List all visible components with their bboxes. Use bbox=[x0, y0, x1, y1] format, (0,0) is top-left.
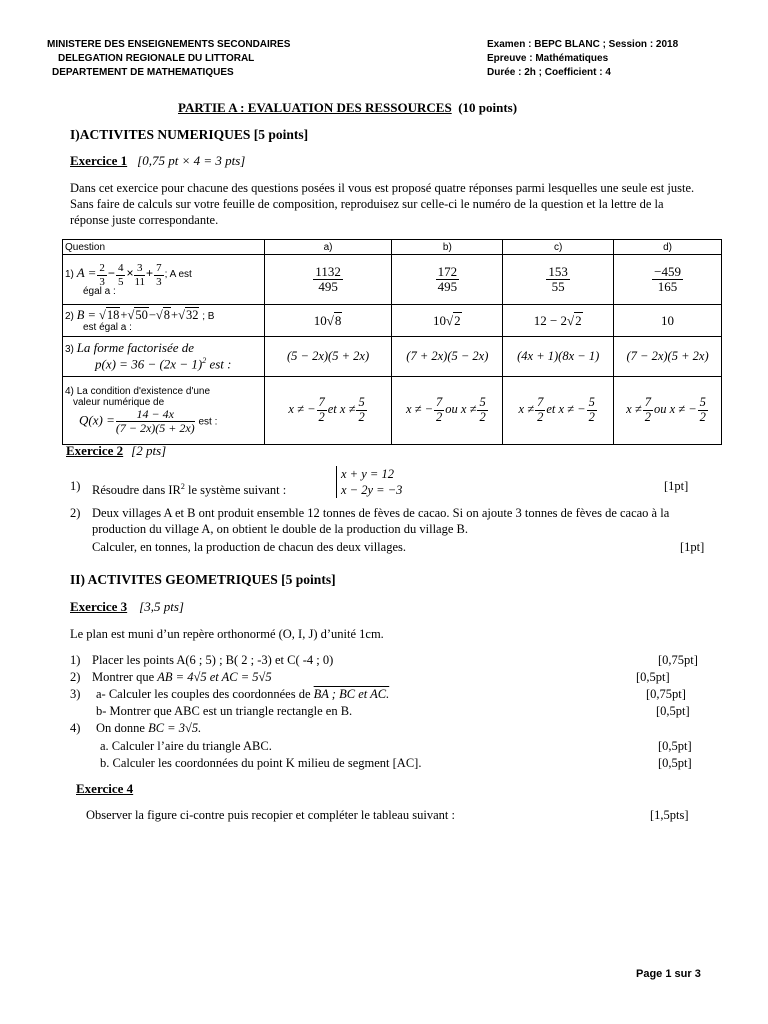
ex2-item1-text2: le système suivant : bbox=[188, 483, 287, 498]
ex2-item2-text2: Calculer, en tonnes, la production de chacun des deux villages. bbox=[92, 540, 406, 554]
ex3-item3 bbox=[96, 686, 389, 703]
exercise-2-title: Exercice 2 bbox=[66, 443, 124, 458]
q4-lhs: Q(x) = bbox=[79, 412, 115, 428]
ex3-item1-num: 1) bbox=[70, 653, 81, 667]
q2-sqrt3: 8 bbox=[163, 308, 171, 322]
q4-c-d1: 2 bbox=[537, 410, 544, 424]
ex3-item3b-points: [0,5pt] bbox=[656, 704, 690, 718]
q4-d-n1: 7 bbox=[644, 395, 651, 410]
q4-b-d1: 2 bbox=[436, 410, 443, 424]
section-numeric: I)ACTIVITES NUMERIQUES [5 points] bbox=[70, 127, 309, 142]
mcq-row-1 bbox=[63, 255, 722, 305]
q4-c-neq1: x ≠ bbox=[518, 402, 535, 417]
ex3-item3-num: 3) bbox=[70, 687, 81, 701]
q2-cell: 2) B = √18+√50−√8+√32 ; B est égal a : bbox=[63, 305, 265, 337]
ex3-item4-text: On donne bbox=[96, 721, 145, 735]
system-eq1: x + y = 12 bbox=[341, 467, 394, 481]
q4-b-n2: 5 bbox=[479, 395, 486, 410]
q1-b-num: 172 bbox=[437, 263, 458, 279]
mcq-row-2 bbox=[63, 305, 722, 337]
ex2-system bbox=[336, 466, 402, 498]
q3-answer-b: (7 + 2x)(5 − 2x) bbox=[392, 337, 503, 377]
q4-c-et: et bbox=[546, 402, 556, 417]
q3-line2-wrap bbox=[65, 356, 262, 372]
q3-num: 3) bbox=[65, 344, 74, 356]
ex3-intro: Le plan est muni d’un repère orthonormé (O, I, J) d’unité 1cm. bbox=[70, 627, 384, 641]
ex3-item2-math: AB = 4√5 et AC = 5√5 bbox=[157, 670, 272, 684]
q4-answer-d bbox=[614, 377, 722, 445]
q1-tail2: égal a : bbox=[83, 285, 116, 297]
exercise-1-title: Exercice 1 bbox=[70, 153, 128, 168]
exercise-3-heading bbox=[70, 598, 184, 616]
ex3-item4b-text: b. Calculer les coordonnées du point K milieu de segment [AC]. bbox=[100, 756, 422, 770]
exercise-4-title: Exercice 4 bbox=[76, 781, 134, 796]
exercise-1-points: [0,75 pt × 4 = 3 pts] bbox=[137, 153, 246, 168]
ex3-item3-points: [0,75pt] bbox=[646, 687, 686, 701]
ex3-item4 bbox=[96, 720, 201, 737]
q4-answer-c bbox=[503, 377, 614, 445]
q4-cell bbox=[63, 377, 265, 445]
q1-a-den: 495 bbox=[318, 279, 338, 294]
q2-a-rad: 8 bbox=[334, 312, 342, 328]
q4-b-d2: 2 bbox=[479, 410, 486, 424]
department-line: DEPARTEMENT DE MATHEMATIQUES bbox=[52, 67, 234, 78]
duration-line: Durée : 2h ; Coefficient : 4 bbox=[487, 67, 611, 78]
ex3-item4-num: 4) bbox=[70, 721, 81, 735]
q4-c-d2: 2 bbox=[588, 410, 595, 424]
q1-f4-num: 7 bbox=[156, 262, 162, 275]
page-current: 1 bbox=[665, 968, 672, 980]
q2-answer-b: 10√2 bbox=[392, 305, 503, 337]
q4-answer-a bbox=[264, 377, 392, 445]
q3-answer-c: (4x + 1)(8x − 1) bbox=[503, 337, 614, 377]
q2-b-coef: 10 bbox=[433, 312, 447, 328]
exercise-2-heading bbox=[66, 442, 166, 460]
ex2-item1 bbox=[92, 478, 286, 499]
mcq-row-4 bbox=[63, 377, 722, 445]
q1-f1-den: 3 bbox=[99, 275, 105, 288]
q2-op3: + bbox=[171, 308, 179, 322]
q2-b-rad: 2 bbox=[454, 312, 461, 328]
q4-line1: La condition d'existence d'une bbox=[76, 385, 211, 397]
q4-formula bbox=[65, 408, 262, 435]
q1-answer-d bbox=[614, 255, 722, 305]
page-label: Page bbox=[636, 968, 666, 980]
q4-line2: valeur numérique de bbox=[73, 396, 165, 408]
q4-den-expr: (7 − 2x)(5 + 2x) bbox=[115, 421, 195, 435]
q1-b-den: 495 bbox=[437, 279, 458, 294]
q1-tail: ; A est bbox=[164, 269, 192, 281]
q1-d-den: 165 bbox=[657, 279, 678, 294]
q4-d-neq2: x ≠ − bbox=[669, 402, 697, 417]
ex2-item2-points: [1pt] bbox=[680, 540, 705, 554]
q4-c-neq2: x ≠ − bbox=[558, 402, 586, 417]
ex3-item4-math: BC = 3√5. bbox=[148, 721, 202, 735]
mcq-table bbox=[62, 239, 722, 445]
q4-d-ou: ou bbox=[653, 402, 667, 417]
ex3-item2-text: Montrer que bbox=[92, 670, 155, 684]
q1-f3-den: 11 bbox=[134, 275, 146, 288]
q4-num-expr: 14 − 4x bbox=[116, 408, 195, 422]
exercise-4-text: Observer la figure ci-contre puis recopier et compléter le tableau suivant : bbox=[86, 808, 455, 822]
section-geometry: II) ACTIVITES GEOMETRIQUES [5 points] bbox=[70, 572, 336, 587]
exercise-1-intro: Dans cet exercice pour chacune des questions posées il vous est proposé quatre réponses parmi lesquelles une seule est juste. Sans faire de calculs sur votre feuille de composition, reproduisez sur celle-ci le numéro de la question et la lettre de la réponse juste correspondante. bbox=[70, 181, 695, 227]
q4-a-neq1: x ≠ − bbox=[288, 402, 316, 417]
q2-answer-c: 12 − 2√2 bbox=[503, 305, 614, 337]
q2-tail2: est égal a : bbox=[83, 322, 132, 333]
q1-answer-c bbox=[503, 255, 614, 305]
q3-line1: La forme factorisée de bbox=[76, 340, 195, 356]
q2-num: 2) bbox=[65, 311, 74, 322]
exam-line: Examen : BEPC BLANC ; Session : 2018 bbox=[487, 39, 679, 50]
mcq-row-3 bbox=[63, 337, 722, 377]
ex3-item3b-text: b- Montrer que ABC est un triangle rectangle en B. bbox=[96, 704, 353, 718]
q4-b-ou: ou bbox=[445, 402, 458, 417]
ex2-item1-text: Résoudre dans IR bbox=[92, 483, 181, 498]
q4-tail: est : bbox=[198, 416, 218, 428]
q3-line3: est : bbox=[209, 356, 232, 372]
mcq-header-c: c) bbox=[503, 240, 614, 255]
q2-answer-a: 10√8 bbox=[264, 305, 392, 337]
ex2-item1-num: 1) bbox=[70, 479, 81, 493]
q1-a-num: 1132 bbox=[315, 263, 341, 279]
part-points: (10 points) bbox=[458, 100, 518, 115]
q1-answer-b bbox=[392, 255, 503, 305]
q1-lhs: A = bbox=[76, 265, 97, 281]
q4-a-d1: 2 bbox=[318, 410, 325, 424]
q3-answer-a: (5 − 2x)(5 + 2x) bbox=[264, 337, 392, 377]
q4-d-neq1: x ≠ bbox=[626, 402, 642, 417]
ex2-item1-exp: 2 bbox=[180, 482, 185, 491]
ministry-line: MINISTERE DES ENSEIGNEMENTS SECONDAIRES bbox=[47, 39, 291, 50]
q4-a-n1: 7 bbox=[318, 395, 325, 410]
part-title bbox=[178, 100, 517, 116]
q2-c-coef: 12 − 2 bbox=[533, 312, 568, 328]
q3-answer-d: (7 − 2x)(5 + 2x) bbox=[614, 337, 722, 377]
mcq-header-a: a) bbox=[264, 240, 392, 255]
exercise-4-points: [1,5pts] bbox=[650, 808, 689, 822]
q1-op2: × bbox=[126, 266, 134, 281]
page-total: sur 3 bbox=[671, 968, 701, 980]
mcq-header-row bbox=[63, 240, 722, 255]
q4-b-neq2: x ≠ bbox=[460, 402, 477, 417]
q1-c-num: 153 bbox=[548, 263, 568, 279]
ex3-item2-num: 2) bbox=[70, 670, 81, 684]
q2-op2: − bbox=[148, 308, 156, 322]
q2-c-rad: 2 bbox=[575, 312, 582, 328]
q1-cell bbox=[63, 255, 265, 305]
subject-line: Epreuve : Mathématiques bbox=[487, 53, 609, 64]
q1-f2-num: 4 bbox=[117, 262, 124, 275]
q4-b-neq1: x ≠ − bbox=[405, 402, 434, 417]
ex3-item4b-points: [0,5pt] bbox=[658, 756, 692, 770]
q2-a-coef: 10 bbox=[313, 312, 327, 328]
exercise-3-points: [3,5 pts] bbox=[139, 599, 184, 614]
ex3-item3-math: BA ; BC et AC. bbox=[313, 687, 390, 701]
q1-num: 1) bbox=[65, 269, 74, 281]
q1-answer-a bbox=[264, 255, 392, 305]
mcq-header-b: b) bbox=[392, 240, 503, 255]
exercise-2-points: [2 pts] bbox=[131, 443, 167, 458]
q4-answer-b bbox=[392, 377, 503, 445]
q4-a-et: et bbox=[327, 402, 337, 417]
q1-f1-num: 2 bbox=[99, 262, 105, 275]
system-eq2: x − 2y = −3 bbox=[341, 483, 403, 497]
ex2-item2-text: Deux villages A et B ont produit ensemble 12 tonnes de fèves de cacao. Si on ajoute 3 tonnes de fèves de cacao à la production du village A, on obtient le double de la production du village B. bbox=[92, 506, 670, 536]
q4-c-n1: 7 bbox=[537, 395, 544, 410]
q1-f4-den: 3 bbox=[156, 275, 162, 288]
q3-cell bbox=[63, 337, 265, 377]
q3-exp: 2 bbox=[202, 356, 207, 366]
q4-d-n2: 5 bbox=[699, 395, 706, 410]
q2-op1: + bbox=[120, 308, 128, 322]
q2-tail: ; B bbox=[202, 311, 215, 322]
ex2-item2-num: 2) bbox=[70, 506, 81, 520]
ex3-item4a-points: [0,5pt] bbox=[658, 739, 692, 753]
part-title-text: PARTIE A : EVALUATION DES RESSOURCES bbox=[178, 100, 452, 115]
ex3-item2 bbox=[92, 669, 272, 686]
q4-a-neq2: x ≠ bbox=[339, 402, 356, 417]
page-number bbox=[636, 968, 701, 980]
exercise-1-heading bbox=[70, 152, 245, 170]
ex3-item1-points: [0,75pt] bbox=[658, 653, 698, 667]
mcq-header-d: d) bbox=[614, 240, 722, 255]
q4-c-n2: 5 bbox=[588, 395, 595, 410]
q2-answer-d: 10 bbox=[614, 305, 722, 337]
q4-a-d2: 2 bbox=[358, 410, 365, 424]
q2-lhs: B = bbox=[76, 308, 96, 322]
system-brace bbox=[336, 466, 402, 498]
q2-sqrt1: 18 bbox=[106, 308, 120, 322]
ex3-item4a-text: a. Calculer l’aire du triangle ABC. bbox=[100, 739, 272, 753]
ex2-item1-points: [1pt] bbox=[664, 479, 689, 493]
q4-d-d1: 2 bbox=[644, 410, 651, 424]
q1-f3-num: 3 bbox=[134, 262, 145, 275]
q2-sqrt4: 32 bbox=[185, 308, 199, 322]
q1-op1: − bbox=[107, 266, 115, 281]
q4-a-n2: 5 bbox=[358, 395, 365, 410]
q4-num: 4) bbox=[65, 385, 74, 397]
ex3-item2-points: [0,5pt] bbox=[636, 670, 670, 684]
q1-d-num: −459 bbox=[654, 263, 681, 279]
q1-f2-den: 5 bbox=[117, 275, 124, 288]
delegation-line: DELEGATION REGIONALE DU LITTORAL bbox=[58, 53, 255, 64]
q4-b-n1: 7 bbox=[436, 395, 443, 410]
exercise-3-title: Exercice 3 bbox=[70, 599, 128, 614]
q1-c-den: 55 bbox=[551, 279, 565, 294]
q2-sqrt2: 50 bbox=[135, 308, 148, 322]
ex3-item1-text: Placer les points A(6 ; 5) ; B( 2 ; -3) et C( -4 ; 0) bbox=[92, 653, 334, 667]
q1-op3: + bbox=[146, 266, 154, 281]
mcq-header-question: Question bbox=[63, 240, 265, 255]
q4-d-d2: 2 bbox=[699, 410, 706, 424]
ex3-item3-text: a- Calculer les couples des coordonnées de bbox=[96, 687, 311, 701]
q3-line2: p(x) = 36 − (2x − 1) bbox=[95, 356, 203, 372]
